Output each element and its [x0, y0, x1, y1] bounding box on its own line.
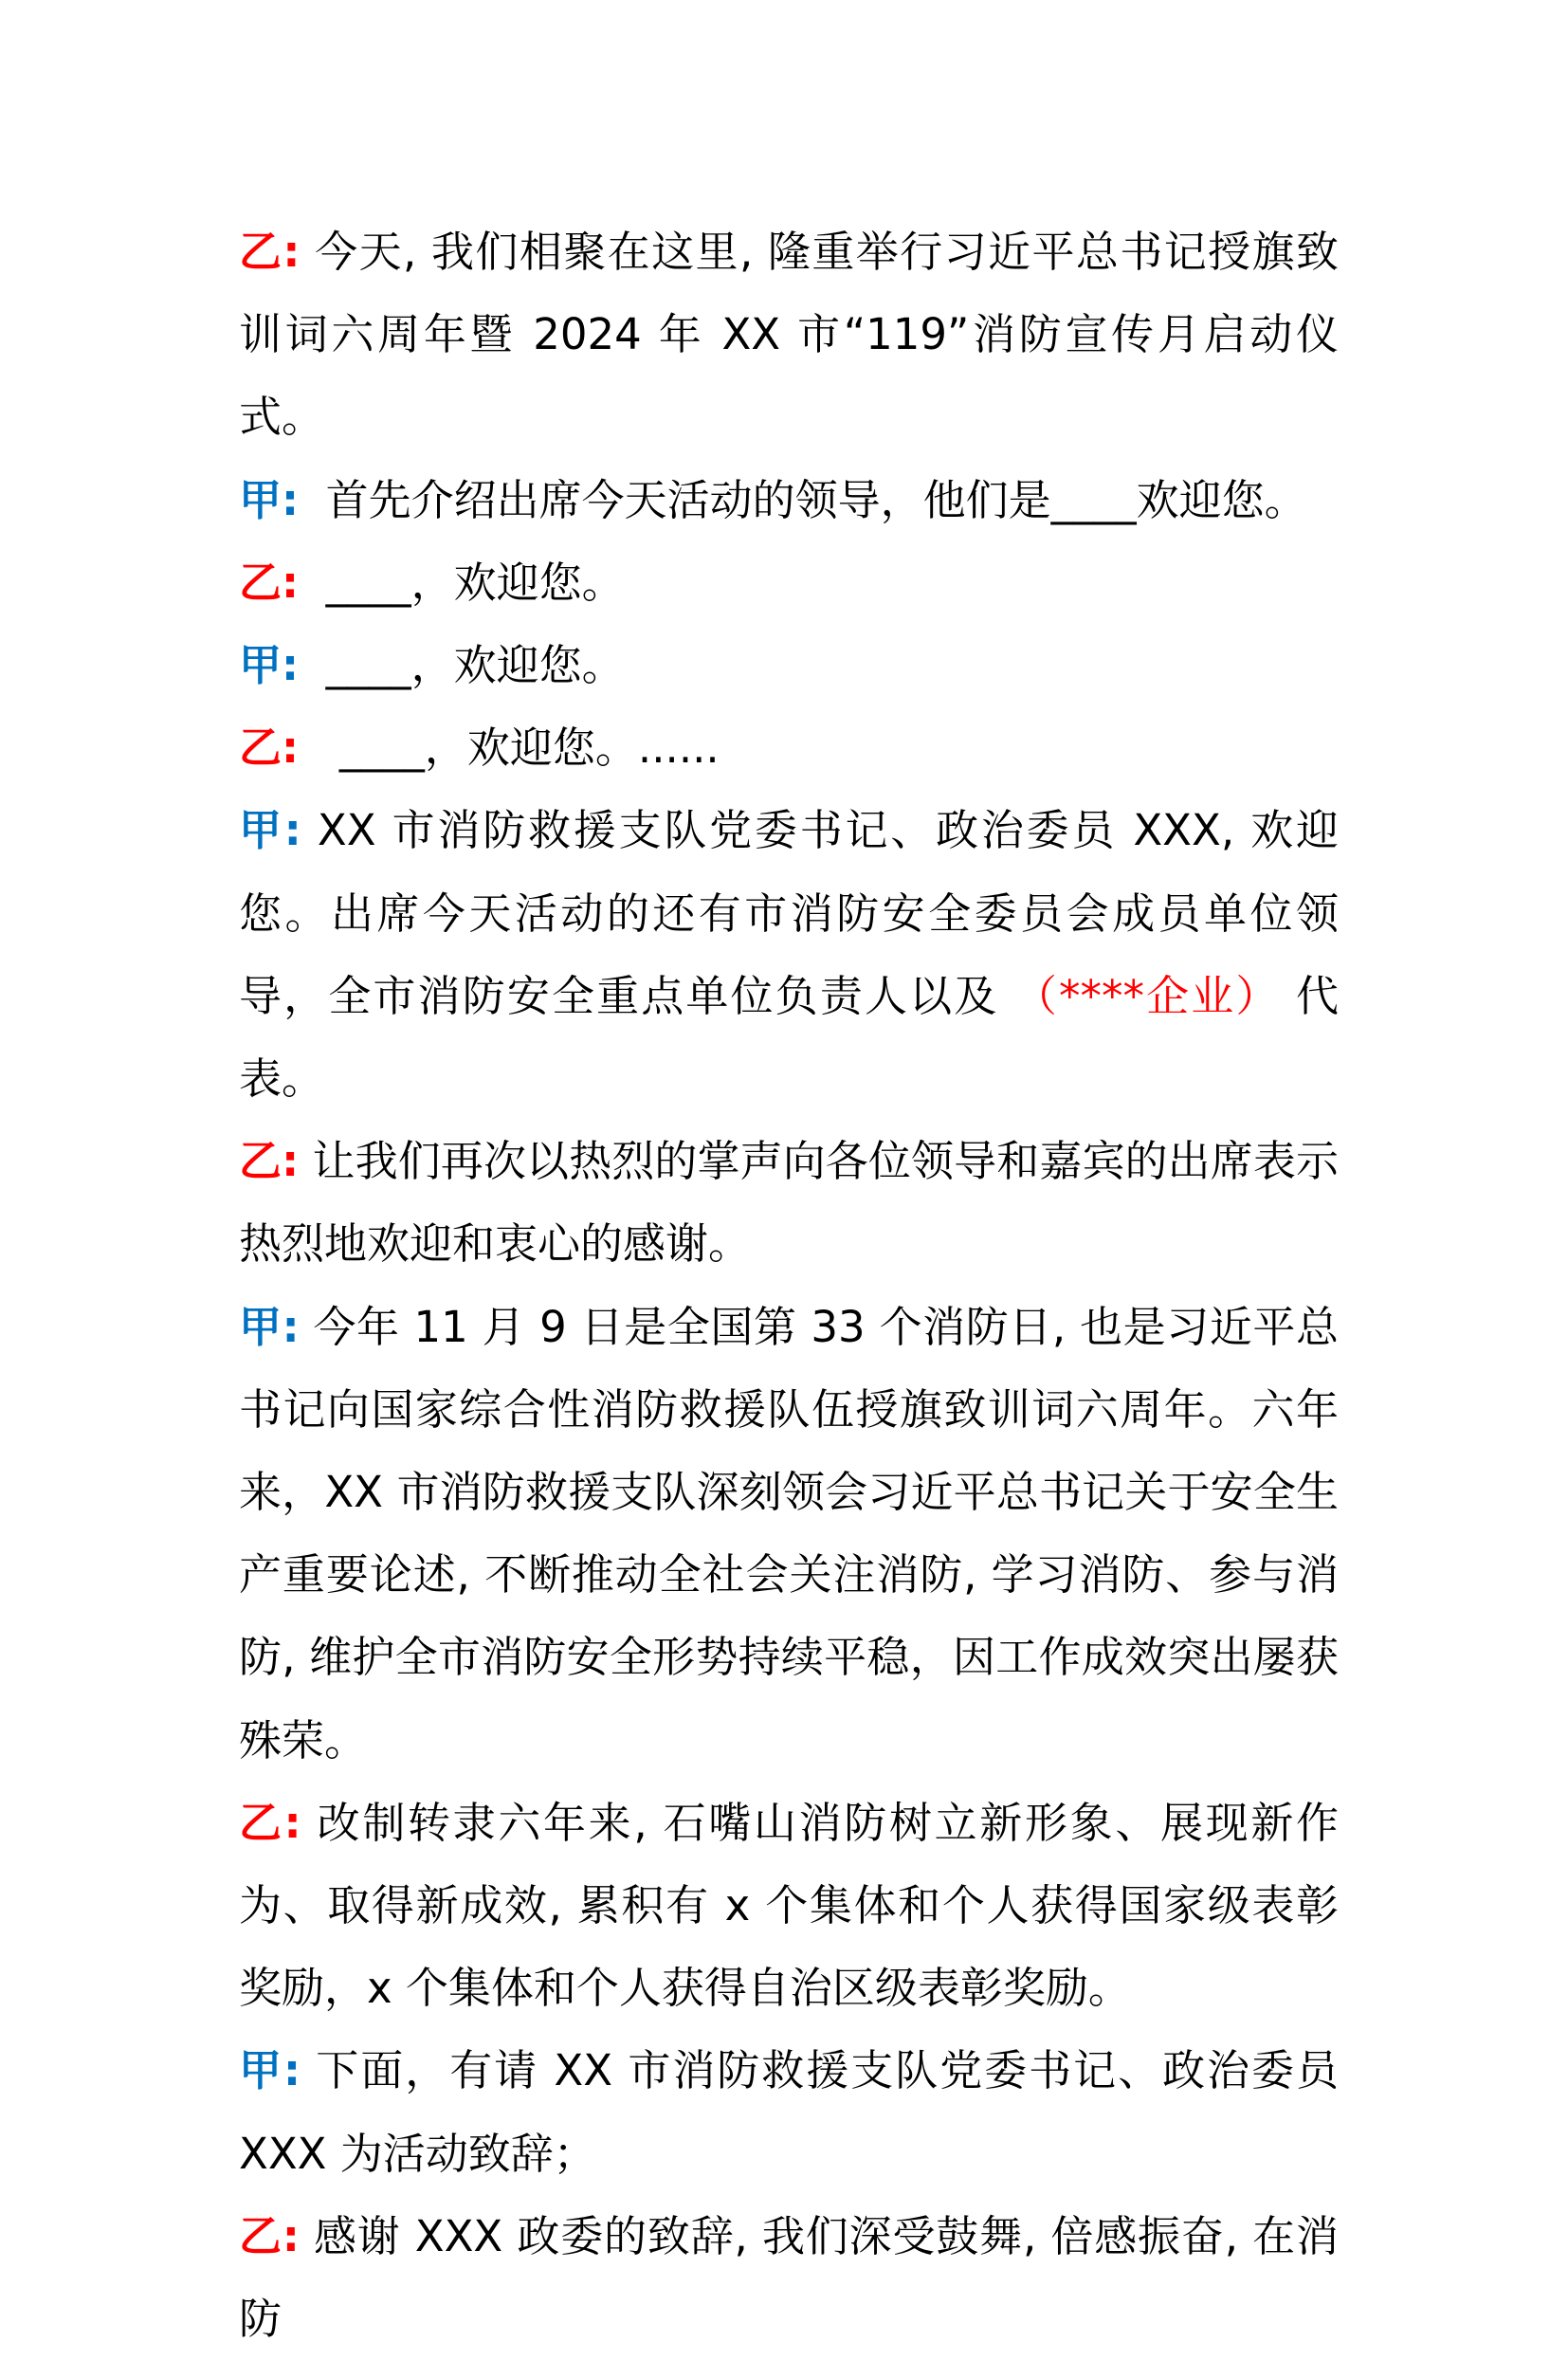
- speaker-label: 乙:: [239, 557, 299, 608]
- speaker-label: 甲:: [239, 640, 299, 691]
- speaker-label: 乙:: [239, 723, 299, 774]
- speaker-label: 甲:: [239, 2045, 301, 2096]
- paragraph-text: 让我们再次以热烈的掌声向各位领导和嘉宾的出席表示热烈地欢迎和衷心的感谢。: [239, 1136, 1339, 1270]
- speaker-label: 甲:: [239, 474, 299, 525]
- speaker-label: 乙:: [239, 1136, 300, 1187]
- paragraph-text: 改制转隶六年来, 石嘴山消防树立新形象、展现新作为、取得新成效, 累积有 x 个集体和个人获得国家级表彰奖励，x 个集体和个人获得自治区级表彰奖励。: [239, 1797, 1339, 2014]
- paragraph-7: [239, 1120, 1339, 1285]
- paragraph-1: [239, 210, 1339, 459]
- paragraph-text: 今天, 我们相聚在这里, 隆重举行习近平总书记授旗致训词六周年暨 2024 年 XX 市“119”消防宣传月启动仪式。: [239, 227, 1339, 443]
- document-page: [239, 210, 1339, 2360]
- speaker-label: 甲:: [239, 805, 301, 856]
- paragraph-10: [239, 2029, 1339, 2194]
- speaker-label: 甲:: [239, 1301, 300, 1352]
- paragraph-text: 今年 11 月 9 日是全国第 33 个消防日, 也是习近平总书记向国家综合性消防救援队伍授旗致训词六周年。六年来，XX 市消防救援支队深刻领会习近平总书记关于安全生产重要论述, 不断推动全社会关注消防, 学习消防、参与消防, 维护全市消防安全形势持续平稳，因工作成效突出屡获殊荣。: [239, 1301, 1339, 1765]
- paragraph-8: [239, 1286, 1339, 1782]
- paragraph-text: ____，欢迎您。: [299, 640, 625, 691]
- paragraph-6: [239, 789, 1339, 1120]
- paragraph-text: 首先介绍出席今天活动的领导，他们是____欢迎您。: [299, 474, 1307, 525]
- paragraph-5: [239, 706, 1339, 789]
- highlight-enterprise: （****企业）: [1013, 970, 1281, 1021]
- paragraph-text: ____，欢迎您。: [299, 557, 625, 608]
- paragraph-text-tail: 代表。: [239, 970, 1339, 1105]
- paragraph-11: [239, 2195, 1339, 2360]
- speaker-label: 乙:: [239, 1797, 301, 1848]
- paragraph-text: XX 市消防救援支队党委书记、政治委员 XXX, 欢迎您。出席今天活动的还有市消防安全委员会成员单位领导，全市消防安全重点单位负责人以及: [239, 805, 1339, 1021]
- paragraph-text: 感谢 XXX 政委的致辞, 我们深受鼓舞, 倍感振奋, 在消防: [239, 2210, 1339, 2345]
- paragraph-9: [239, 1782, 1339, 2030]
- paragraph-2: [239, 459, 1339, 541]
- paragraph-3: [239, 541, 1339, 624]
- paragraph-text: 下面，有请 XX 市消防救援支队党委书记、政治委员 XXX 为活动致辞；: [239, 2045, 1339, 2179]
- speaker-label: 乙:: [239, 2210, 300, 2261]
- paragraph-text: ____，欢迎您。......: [299, 723, 720, 774]
- speaker-label: 乙:: [239, 227, 301, 277]
- paragraph-4: [239, 624, 1339, 706]
